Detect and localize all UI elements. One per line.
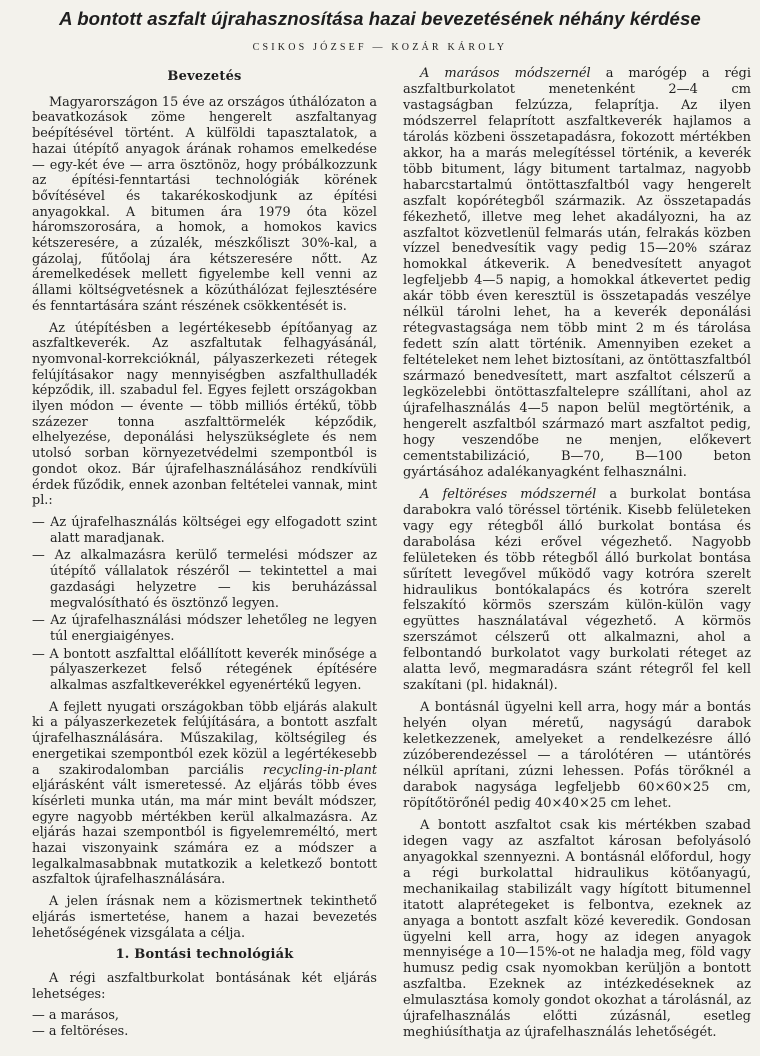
list-item-text: a marásos, [48,1008,119,1024]
breaking-size-paragraph: A bontásnál ügyelni kell arra, hogy már a bontás helyén olyan méretű, nagyságú darabok keletkezzenek, amelyeket a rendelkezésre álló zúzóberendezéssel — a tárolótéren — utántörés nélkül aprítani, zúzni lehessen. Pofás törőknél a darabok nagysága legfeljebb 60×60×25 cm, röpítőtörőnél pedig 40×40×25 cm lehet. [403,700,751,811]
term-italic: recycling-in-plant [262,762,377,778]
breaking-paragraph [403,487,751,694]
paragraph-text: A fejlett nyugati országokban több eljárás alakult ki a pályaszerkezetek felújítására, a bontott aszfalt újrafelhasználására. Műszakilag, költségileg és energetikai szempontból ezek közül a legértékesebb a szakirodalomban parciális [32,699,377,778]
paragraph-text: a marógép a régi aszfaltburkolatot menetenként 2—4 cm vastagságban felzúzza, felaprítja. Az ilyen módszerrel felaprított aszfaltkeverék hajlamos a tárolás közbeni összetapadásra, fokozott mértékben akkor, ha a marás melegítéssel történik, a keverék több bitument, lágy bitument tartalmaz, nagyobb habarcstartalmú öntöttaszfaltból vagy hengerelt aszfalt kopórétegből származik. Az összetapadás fékezhető, illetve meg lehet akadályozni, ha az aszfaltot közvetlenül felmarás után, felrakás közben vízzel benedvesítik vagy pedig 15—20% száraz homokkal átkeverik. A benedvesített anyagot legfeljebb 4—5 napig, a homokkal átkevertet pedig akár több éven keresztül is összetapadás veszélye nélkül tárolni lehet, ha a keverék deponálási rétegvastagsága nem több mint 2 m és tárolása fedett szín alatt történik. Amennyiben ezeket a feltételeket nem lehet biztosítani, az öntöttaszfaltból származó benedvesített, mart aszfaltot célszerű a legközelebbi öntöttaszfaltelepre szállítani, ahol az újrafelhasználás 4—5 napon belül megtörténik, a hengerelt aszfaltból származó mart aszfaltot pedig, hogy veszendőbe ne menjen, előkevert cementstabilizáció, B—70, B—100 beton gyártásához adalékanyagként felhasználni. [403,66,752,480]
term-italic: A feltöréses módszernél [420,486,597,502]
list-item: — Az újrafelhasználás költségei egy elfogadott szint alatt maradjanak. [32,514,377,546]
list-item: — Az alkalmazásra kerülő termelési módszer az útépítő vállalatok részéről — tekintettel a mai gazdasági helyzetre — kis beruházással megvalósítható és ösztönző legyen. [32,548,377,611]
term-italic: A marásos módszernél [420,66,591,81]
right-column [403,66,751,1047]
heading-introduction: Bevezetés [167,69,242,84]
conditions-list [32,515,377,694]
list-item-text: Az alkalmazásra kerülő termelési módszer az útépítő vállalatok részéről — tekintettel a mai gazdasági helyzetre — kis beruházással megvalósítható és ösztönző legyen. [50,548,377,611]
intro-paragraph-1: Magyarországon 15 éve az országos úthálózaton a beavatkozások zöme hengerelt aszfaltanyag beépítésével történt. A külföldi tapasztalatok, a hazai útépítő anyagok árának rohamos emelkedése — egy-két éve — arra ösztönöz, hogy próbálkozzunk az építési-fenntartási technológiák körének bővítésével és takarékoskodjunk az építési anyagokkal. A bitumen ára 1979 óta közel háromszorosára, a homok, a homokos kavics kétszeresére, a zúzalék, mészkőliszt 30%-kal, a gázolaj, fűtőolaj ára kétszeresére nőtt. Az áremelkedések mellett figyelembe kell venni az állami költségvetésnek a közúthálózat fejlesztésére és fenntartására szánt részének csökkentését is. [32,94,377,314]
contamination-paragraph: A bontott aszfaltot csak kis mértékben szabad idegen vagy az aszfaltot károsan befolyásoló anyagokkal szennyezni. A bontásnál előfordul, hogy a régi burkolattal hidraulikus kötőanyagú, mechanikailag stabilizált vagy hígított bitumennel itatott alaprétegeket is felbontva, ezeknek az anyaga a bontott aszfalt közé keveredik. Gondosan ügyelni kell arra, hogy az idegen anyagok mennyisége a 10—15%-ot ne haladja meg, föld vagy humusz pedig csak nyomokban kerüljön a bontott aszfaltba. Ezeknek az intézkedéseknek az elmulasztása komoly gondot okozhat a tárolásnál, az újrafelhasználás előtti zúzásnál, esetleg meghiúsíthatja az újrafelhasználás lehetőségét. [403,817,751,1041]
paragraph-text: a burkolat bontása darabokra való töréssel történik. Kisebb felületeken vagy egy rétegből álló burkolat bontása és darabolása kézi erővel végezhető. Nagyobb felületeken és több rétegből álló burkolat bontása sűrített levegővel működő vagy kotróra szerelt hidraulikus bontókalapács és kotróra szerelt felszakító körmös szerszám külön-külön vagy együttes használatával végezhető. A körmös szerszámot célszerű ott alkalmazni, ahol a felbontandó burkolatot vagy burkolati réteget az alatta levő, megmaradásra szánt rétegről fel kell szakítani (pl. hidaknál). [403,486,752,694]
intro-paragraph-3 [32,700,377,888]
list-item: — a marásos, [32,1008,119,1024]
article-title: A bontott aszfalt újrahasznosítása hazai bevezetésének néhány kérdése [59,8,701,29]
section1-paragraph: A régi aszfaltburkolat bontásának két eljárás lehetséges: [32,970,377,1002]
list-item: — a feltöréses. [32,1024,129,1040]
intro-paragraph-4: A jelen írásnak nem a közismertnek tekinthető eljárás ismertetése, hanem a hazai bevezetés lehetőségének vizsgálata a célja. [32,894,377,941]
heading-section-1: 1. Bontási technológiák [115,947,294,963]
list-item: — Az újrafelhasználási módszer lehetőleg ne legyen túl energiaigényes. [32,613,377,644]
paragraph-text: eljárásként vált ismeretessé. Az eljárás több éves kísérleti munka után, ma már mint bevált módszer, egyre nagyobb mértékben kerül alkalmazásra. Az eljárás hazai szempontból is figyelemreméltó, mert hazai viszonyaink számára ez a módszer a legalkalmasabbnak mutatkozik a keletkező bontott aszfaltok újrafelhasználására. [32,778,377,888]
left-column [32,66,377,1046]
list-item-text: Az újrafelhasználás költségei egy elfogadott szint alatt maradjanak. [50,514,377,546]
list-item-text: a feltöréses. [48,1024,129,1040]
list-item-text: A bontott aszfalttal előállított keverék minősége a pályaszerkezet felső rétegének építésére alkalmas aszfaltkeverékkel egyenértékű legyen. [49,646,377,694]
list-item: — A bontott aszfalttal előállított keverék minősége a pályaszerkezet felső rétegének építésére alkalmas aszfaltkeverékkel egyenértékű legyen. [32,646,377,694]
list-item-text: Az újrafelhasználási módszer lehetőleg ne legyen túl energiaigényes. [50,613,377,644]
milling-paragraph [403,66,751,481]
methods-list [32,1008,377,1039]
intro-paragraph-2: Az útépítésben a legértékesebb építőanyag az aszfaltkeverék. Az aszfaltutak felhagyásánál, nyomvonal-korrekcióknál, pályaszerkezeti rétegek felújításakor nagy mennyiségben aszfalthulladék képződik, ill. szabadul fel. Egyes fejlett országokban ilyen módon — évente — több milliós értékű, több százezer tonna aszfalttörmelék képződik, elhelyezése, deponálási helyszükséglete és nem utolsó sorban környezetvédelmi szempontból is gondot okoz. Bár újrafelhasználásához rendkívüli érdek fűződik, ennek azonban feltételei vannak, mint pl.: [32,320,377,509]
article-authors: CSIKOS JÓZSEF — KOZÁR KÁROLY [252,42,508,53]
